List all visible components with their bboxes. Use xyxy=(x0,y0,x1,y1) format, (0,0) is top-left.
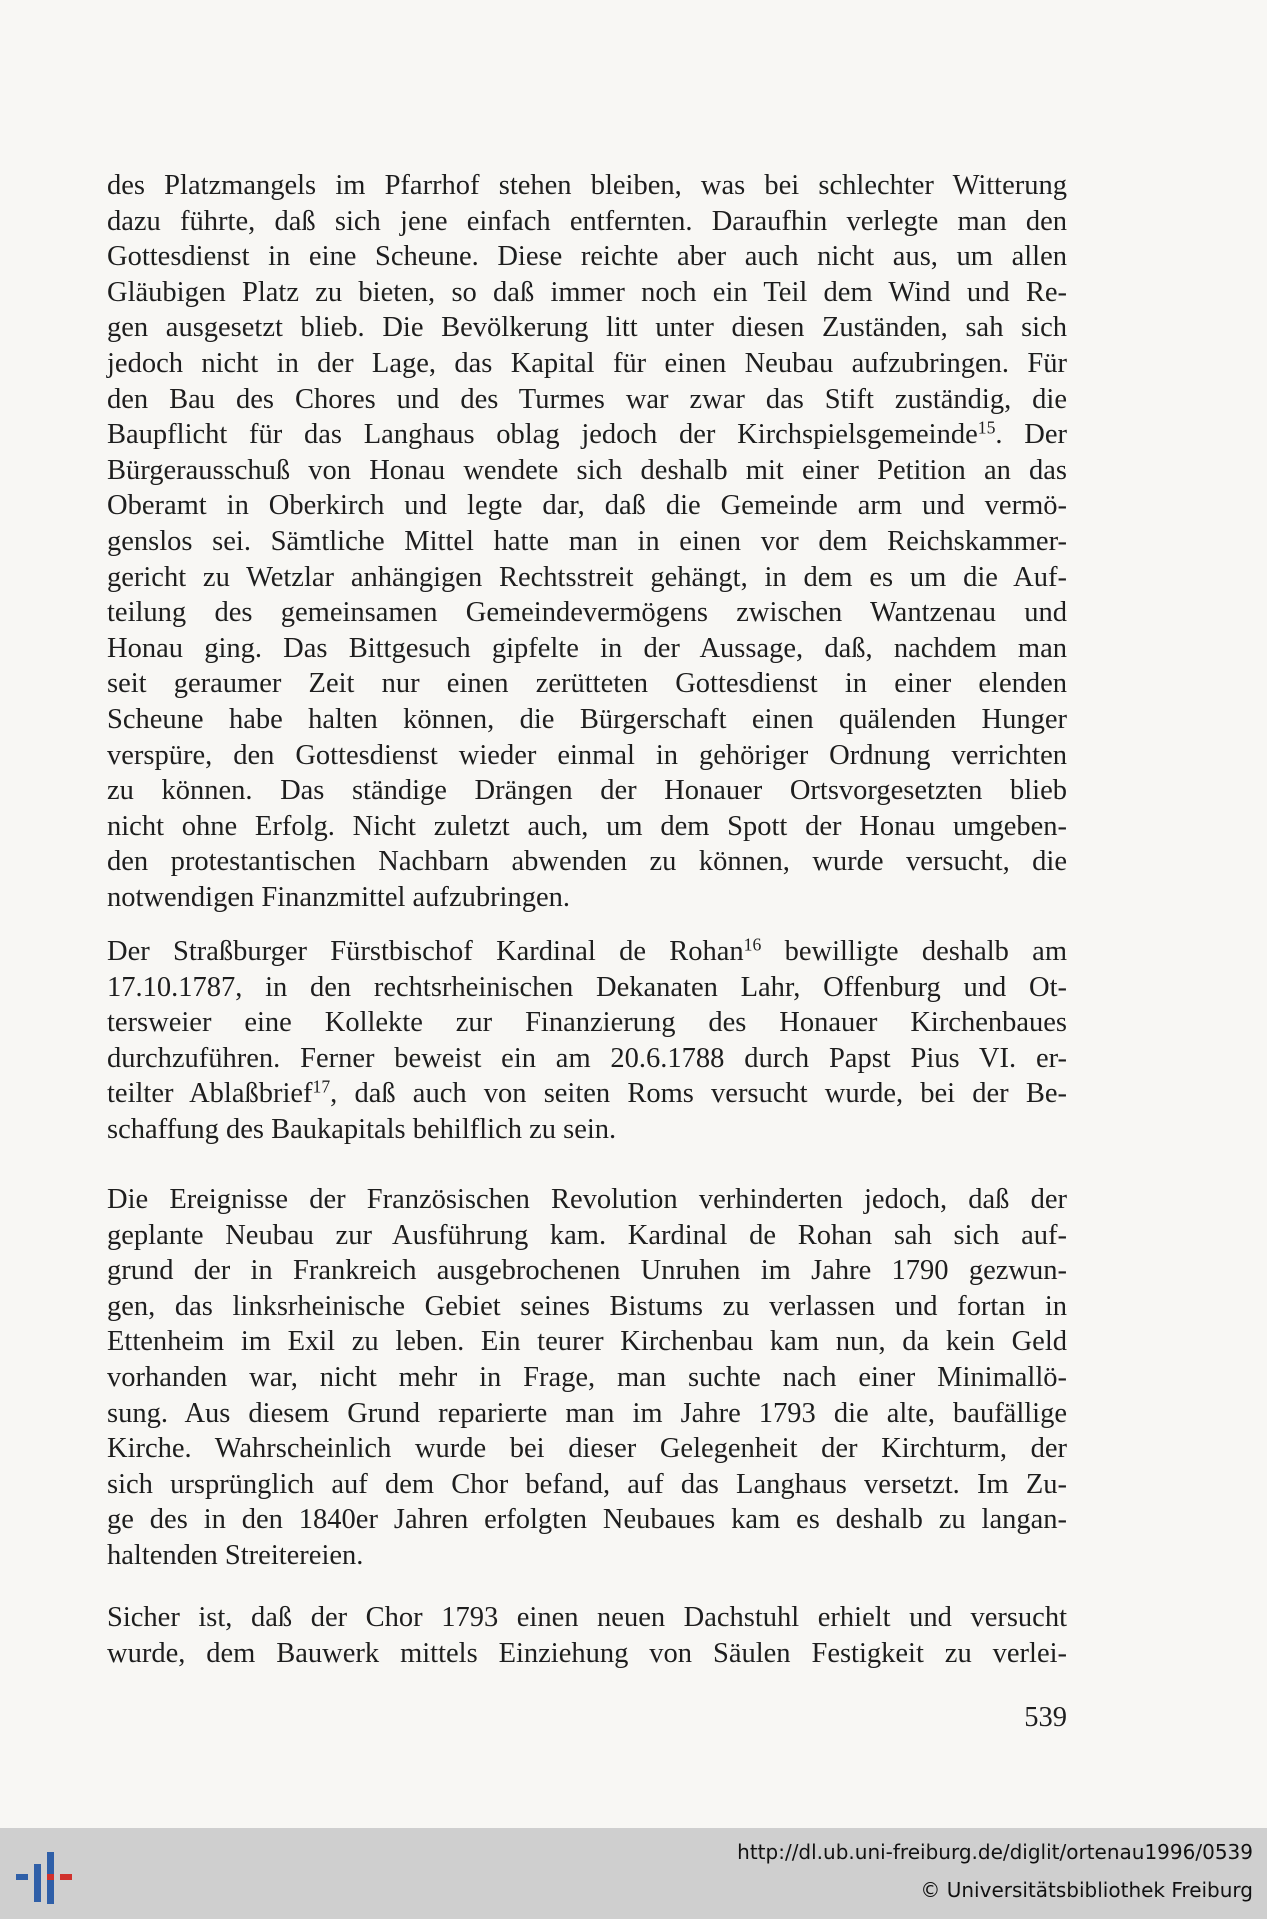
text-line: grund der in Frankreich ausgebrochenen Unruhen im Jahre 1790 gezwun- xyxy=(107,1255,1067,1287)
text-line: zu können. Das ständige Drängen der Honauer Ortsvorgesetzten blieb xyxy=(107,775,1067,807)
text-line: Bürgerausschuß von Honau wendete sich deshalb mit einer Petition an das xyxy=(107,454,1067,486)
text-line-with-footnote xyxy=(107,1076,1067,1112)
text-line: teilung des gemeinsamen Gemeindevermögens zwischen Wantzenau und xyxy=(107,597,1067,629)
footnote-marker-17: 17 xyxy=(312,1076,331,1097)
text-line: gen ausgesetzt blieb. Die Bevölkerung litt unter diesen Zuständen, sah sich xyxy=(107,312,1067,344)
text-line: seit geraumer Zeit nur einen zerütteten Gottesdienst in einer elenden xyxy=(107,668,1067,700)
text-fragment: . Der xyxy=(995,419,1067,451)
text-line: tersweier eine Kollekte zur Finanzierung des Honauer Kirchenbaues xyxy=(107,1007,1067,1039)
text-line: Scheune habe halten können, die Bürgerschaft einen quälenden Hunger xyxy=(107,703,1067,735)
text-line: den Bau des Chores und des Turmes war zwar das Stift zuständig, die xyxy=(107,383,1067,415)
footnote-marker-16: 16 xyxy=(743,934,762,955)
text-line: Die Ereignisse der Französischen Revolution verhinderten jedoch, daß der xyxy=(107,1184,1067,1215)
copyright-text: © Universitätsbibliothek Freiburg xyxy=(920,1878,1253,1902)
text-fragment: teilter Ablaßbrief xyxy=(107,1078,313,1110)
text-line: sung. Aus diesem Grund reparierte man im Jahre 1793 die alte, baufällige xyxy=(107,1397,1067,1429)
text-line: den protestantischen Nachbarn abwenden zu können, wurde versucht, die xyxy=(107,846,1067,878)
text-line: ge des in den 1840er Jahren erfolgten Neubaues kam es deshalb zu langan- xyxy=(107,1504,1067,1536)
text-line: verspüre, den Gottesdienst wieder einmal in gehöriger Ordnung verrichten xyxy=(107,739,1067,771)
text-line: geplante Neubau zur Ausführung kam. Kardinal de Rohan sah sich auf- xyxy=(107,1219,1067,1251)
footnote-marker-15: 15 xyxy=(977,417,996,438)
text-line: Ettenheim im Exil zu leben. Ein teurer Kirchenbau kam nun, da kein Geld xyxy=(107,1326,1067,1358)
text-line: dazu führte, daß sich jene einfach entfernten. Daraufhin verlegte man den xyxy=(107,205,1067,237)
text-line: gericht zu Wetzlar anhängigen Rechtsstreit gehängt, in dem es um die Auf- xyxy=(107,561,1067,593)
ub-freiburg-logo-icon xyxy=(14,1850,84,1906)
text-line: nicht ohne Erfolg. Nicht zuletzt auch, um dem Spott der Honau umgeben- xyxy=(107,810,1067,842)
paragraph-3 xyxy=(107,1182,1067,1574)
text-line: haltenden Streitereien. xyxy=(107,1539,364,1571)
text-line: Gottesdienst in eine Scheune. Diese reichte aber auch nicht aus, um allen xyxy=(107,241,1067,273)
text-line: wurde, dem Bauwerk mittels Einziehung von Säulen Festigkeit zu verlei- xyxy=(107,1637,1067,1669)
text-line: Honau ging. Das Bittgesuch gipfelte in der Aussage, daß, nachdem man xyxy=(107,632,1067,664)
paragraph-1 xyxy=(107,168,1067,915)
text-line: 17.10.1787, in den rechtsrheinischen Dekanaten Lahr, Offenburg und Ot- xyxy=(107,971,1067,1003)
text-line: des Platzmangels im Pfarrhof stehen bleiben, was bei schlechter Witterung xyxy=(107,170,1067,201)
text-fragment: Baupflicht für das Langhaus oblag jedoch der Kirchspielsgemeinde xyxy=(107,419,978,451)
text-line: Gläubigen Platz zu bieten, so daß immer noch ein Teil dem Wind und Re- xyxy=(107,276,1067,308)
text-line: gen, das linksrheinische Gebiet seines Bistums zu verlassen und fortan in xyxy=(107,1290,1067,1322)
text-line: genslos sei. Sämtliche Mittel hatte man in einen vor dem Reichskammer- xyxy=(107,525,1067,557)
page-number: 539 xyxy=(1024,1702,1067,1733)
source-url-link[interactable]: http://dl.ub.uni-freiburg.de/diglit/ortenau1996/0539 xyxy=(737,1840,1253,1864)
paragraph-4 xyxy=(107,1600,1067,1671)
text-line-with-footnote xyxy=(107,417,1067,453)
text-line: durchzuführen. Ferner beweist ein am 20.6.1788 durch Papst Pius VI. er- xyxy=(107,1042,1067,1074)
text-line: schaffung des Baukapitals behilflich zu sein. xyxy=(107,1113,617,1145)
text-fragment: Der Straßburger Fürstbischof Kardinal de Rohan xyxy=(107,936,744,967)
text-line: notwendigen Finanzmittel aufzubringen. xyxy=(107,881,570,913)
text-fragment: , daß auch von seiten Roms versucht wurde, bei der Be- xyxy=(330,1078,1067,1110)
footer-bar xyxy=(0,1828,1267,1919)
text-line: Kirche. Wahrscheinlich wurde bei dieser Gelegenheit der Kirchturm, der xyxy=(107,1433,1067,1465)
text-line: jedoch nicht in der Lage, das Kapital für einen Neubau aufzubringen. Für xyxy=(107,347,1067,379)
paragraph-2 xyxy=(107,934,1067,1148)
text-line: Sicher ist, daß der Chor 1793 einen neuen Dachstuhl erhielt und versucht xyxy=(107,1602,1067,1633)
text-line: Oberamt in Oberkirch und legte dar, daß die Gemeinde arm und vermö- xyxy=(107,490,1067,522)
text-line-with-footnote xyxy=(107,934,1067,970)
text-line: sich ursprünglich auf dem Chor befand, auf das Langhaus versetzt. Im Zu- xyxy=(107,1468,1067,1500)
text-line: vorhanden war, nicht mehr in Frage, man suchte nach einer Minimallö- xyxy=(107,1361,1067,1393)
text-fragment: bewilligte deshalb am xyxy=(761,936,1067,967)
